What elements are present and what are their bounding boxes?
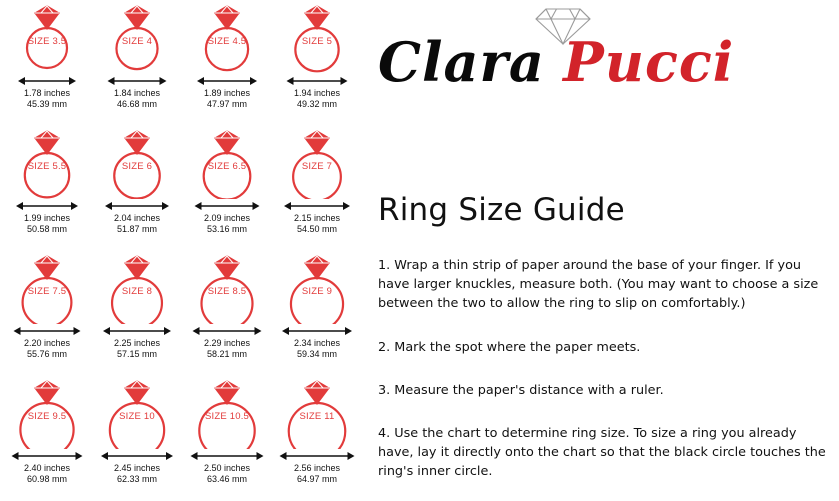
diameter-arrow-icon: [186, 324, 268, 336]
brand-wordmark: [378, 30, 778, 94]
measurement-inches: 2.45 inches: [113, 463, 161, 473]
measurement-mm: 46.68 mm: [116, 99, 158, 109]
measurement-inches: 2.34 inches: [293, 338, 341, 348]
measurement-mm: 53.16 mm: [206, 224, 248, 234]
ring-size-cell: [2, 0, 92, 125]
ring-size-cell: [2, 375, 92, 500]
diameter-arrow-icon: [186, 449, 268, 461]
diameter-arrow-icon: [6, 74, 88, 86]
measurement-mm: 51.87 mm: [116, 224, 158, 234]
ring-size-cell: [182, 125, 272, 250]
diameter-arrow-icon: [276, 74, 358, 86]
guide-step-1: 1. Wrap a thin strip of paper around the base of your finger. If you have larger knuckles, measure both. (You may want to choose a size between the two to allow the ring to slip on comfortably.): [378, 258, 819, 311]
diameter-arrow-icon: [96, 199, 178, 211]
ring-size-label: SIZE 6: [121, 161, 153, 172]
diameter-arrow-icon: [186, 74, 268, 86]
ring-size-cell: [272, 125, 362, 250]
diameter-arrow-icon: [96, 324, 178, 336]
ring-size-label: SIZE 4.5: [207, 36, 247, 47]
measurement-inches: 2.04 inches: [113, 213, 161, 223]
ring-size-label: SIZE 3.5: [27, 36, 67, 47]
measurement-mm: 45.39 mm: [26, 99, 68, 109]
ring-size-cell: [92, 375, 182, 500]
ring-size-cell: [92, 250, 182, 375]
brand-second-word: Pucci: [563, 30, 735, 94]
measurement-mm: 64.97 mm: [296, 474, 338, 484]
ring-size-cell: [272, 250, 362, 375]
measurement-inches: 1.89 inches: [203, 88, 251, 98]
ring-size-label: SIZE 10: [119, 411, 155, 422]
diameter-arrow-icon: [96, 74, 178, 86]
measurement-inches: 2.50 inches: [203, 463, 251, 473]
guide-step-4: 4. Use the chart to determine ring size. To size a ring you already have, lay it directly onto the chart so that the black circle touches the ring's inner circle.: [378, 426, 826, 479]
ring-size-label: SIZE 5: [301, 36, 333, 47]
measurement-inches: 1.84 inches: [113, 88, 161, 98]
measurement-mm: 58.21 mm: [206, 349, 248, 359]
ring-size-cell: [182, 250, 272, 375]
measurement-mm: 55.76 mm: [26, 349, 68, 359]
measurement-inches: 2.20 inches: [23, 338, 71, 348]
ring-size-label: SIZE 9: [301, 286, 333, 297]
measurement-mm: 57.15 mm: [116, 349, 158, 359]
measurement-mm: 49.32 mm: [296, 99, 338, 109]
ring-size-cell: [182, 375, 272, 500]
measurement-inches: 2.29 inches: [203, 338, 251, 348]
ring-size-label: SIZE 7: [301, 161, 333, 172]
guide-step-2: 2. Mark the spot where the paper meets.: [378, 340, 641, 355]
measurement-mm: 59.34 mm: [296, 349, 338, 359]
diameter-arrow-icon: [6, 199, 88, 211]
guide-panel: [368, 0, 839, 501]
ring-size-label: SIZE 4: [121, 36, 153, 47]
ring-size-label: SIZE 5.5: [27, 161, 67, 172]
measurement-mm: 54.50 mm: [296, 224, 338, 234]
measurement-mm: 47.97 mm: [206, 99, 248, 109]
ring-size-chart: [0, 0, 364, 501]
brand-first-word: Clara: [378, 30, 545, 94]
ring-size-label: SIZE 11: [299, 411, 335, 422]
diameter-arrow-icon: [276, 199, 358, 211]
measurement-inches: 2.09 inches: [203, 213, 251, 223]
ring-size-cell: [2, 125, 92, 250]
ring-size-label: SIZE 10.5: [204, 411, 250, 422]
measurement-mm: 63.46 mm: [206, 474, 248, 484]
diameter-arrow-icon: [276, 324, 358, 336]
measurement-inches: 2.56 inches: [293, 463, 341, 473]
page-title: Ring Size Guide: [378, 192, 625, 228]
guide-step-3: 3. Measure the paper's distance with a ruler.: [378, 383, 664, 398]
brand-logo: [378, 4, 778, 104]
ring-size-cell: [92, 0, 182, 125]
diameter-arrow-icon: [96, 449, 178, 461]
ring-size-label: SIZE 6.5: [207, 161, 247, 172]
measurement-mm: 62.33 mm: [116, 474, 158, 484]
diameter-arrow-icon: [186, 199, 268, 211]
measurement-inches: 2.40 inches: [23, 463, 71, 473]
measurement-mm: 60.98 mm: [26, 474, 68, 484]
ring-size-label: SIZE 9.5: [27, 411, 67, 422]
ring-size-cell: [2, 250, 92, 375]
ring-size-cell: [272, 375, 362, 500]
ring-size-label: SIZE 8: [121, 286, 153, 297]
measurement-inches: 2.25 inches: [113, 338, 161, 348]
ring-size-label: SIZE 8.5: [207, 286, 247, 297]
measurement-mm: 50.58 mm: [26, 224, 68, 234]
measurement-inches: 1.78 inches: [23, 88, 71, 98]
measurement-inches: 1.99 inches: [23, 213, 71, 223]
measurement-inches: 1.94 inches: [293, 88, 341, 98]
diameter-arrow-icon: [276, 449, 358, 461]
ring-size-cell: [272, 0, 362, 125]
diameter-arrow-icon: [6, 449, 88, 461]
diameter-arrow-icon: [6, 324, 88, 336]
ring-size-label: SIZE 7.5: [27, 286, 67, 297]
ring-size-cell: [182, 0, 272, 125]
measurement-inches: 2.15 inches: [293, 213, 341, 223]
ring-size-cell: [92, 125, 182, 250]
